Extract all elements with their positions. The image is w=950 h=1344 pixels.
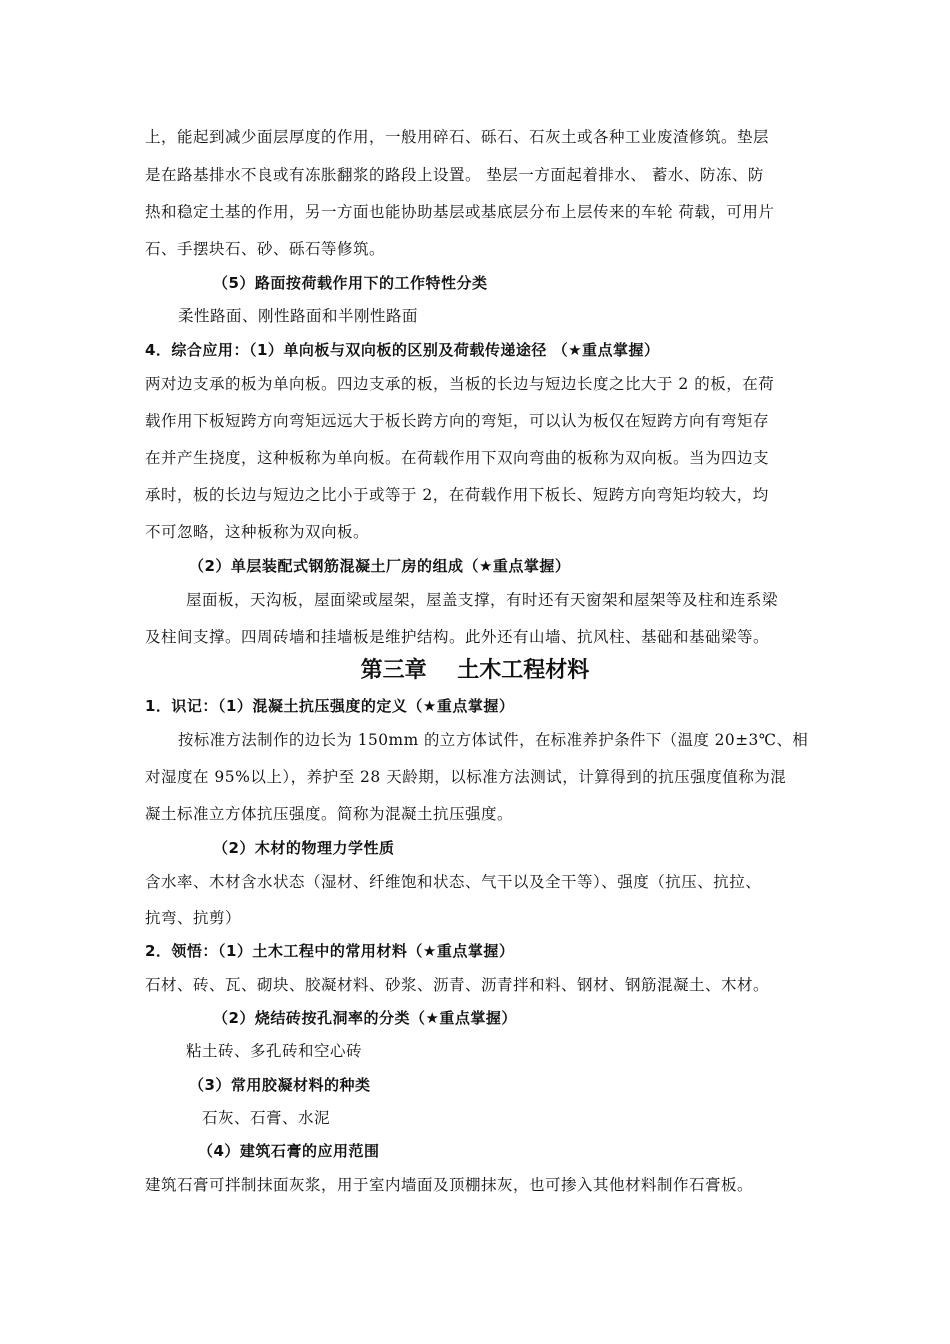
body-text-line: 载作用下板短跨方向弯矩远远大于板长跨方向的弯矩，可以认为板仅在短跨方向有弯矩存 [145,412,770,430]
subheading: （4）建筑石膏的应用范围 [198,1142,380,1160]
body-text-line: 不可忽略，这种板称为双向板。 [145,523,370,541]
body-text-line: 是在路基排水不良或有冻胀翻浆的路段上设置。 垫层一方面起着排水、 蓄水、防冻、防 [145,166,764,184]
section-heading: 1．识记：（1）混凝土抗压强度的定义（★重点掌握） [145,697,515,715]
body-text-line: 凝土标准立方体抗压强度。简称为混凝土抗压强度。 [145,805,514,823]
section-heading: 4．综合应用：（1）单向板与双向板的区别及荷载传递途径 （★重点掌握） [145,341,660,359]
body-text-line: 承时，板的长边与短边之比小于或等于 2，在荷载作用下板长、短跨方向弯矩均较大，均 [145,486,769,504]
body-text-line: 按标准方法制作的边长为 150mm 的立方体试件，在标准养护条件下（温度 20±3℃、相 [178,731,809,749]
body-text-line: 两对边支承的板为单向板。四边支承的板，当板的长边与短边长度之比大于 2 的板，在荷 [145,375,775,393]
subheading: （2）木材的物理力学性质 [213,839,395,857]
body-text-line: 粘土砖、多孔砖和空心砖 [186,1042,363,1060]
body-text-line: 建筑石膏可拌制抹面灰浆，用于室内墙面及顶棚抹灰，也可掺入其他材料制作石膏板。 [145,1176,754,1194]
subheading: （2）单层装配式钢筋混凝土厂房的组成（★重点掌握） [189,557,571,575]
body-text-line: 柔性路面、刚性路面和半刚性路面 [178,307,419,325]
body-text-line: 石材、砖、瓦、砌块、胶凝材料、砂浆、沥青、沥青拌和料、钢材、钢筋混凝土、木材。 [145,976,770,994]
body-text-line: 屋面板，天沟板，屋面梁或屋架，屋盖支撑，有时还有天窗架和屋架等及柱和连系梁 [186,591,779,609]
subheading: （3）常用胶凝材料的种类 [189,1076,371,1094]
body-text-line: 热和稳定土基的作用，另一方面也能协助基层或基底层分布上层传来的车轮 荷载，可用片 [145,203,775,221]
body-text-line: 对湿度在 95%以上），养护至 28 天龄期，以标准方法测试，计算得到的抗压强度值称为混 [145,768,787,786]
body-text-line: 上，能起到减少面层厚度的作用，一般用碎石、砾石、石灰土或各种工业废渣修筑。垫层 [145,128,770,146]
body-text-line: 石灰、石膏、水泥 [202,1109,331,1127]
body-text-line: 含水率、木材含水状态（湿材、纤维饱和状态、气干以及全干等）、强度（抗压、抗拉、 [145,873,762,891]
body-text-line: 在并产生挠度，这种板称为单向板。在荷载作用下双向弯曲的板称为双向板。当为四边支 [145,449,770,467]
section-heading: 2．领悟：（1）土木工程中的常用材料（★重点掌握） [145,942,515,960]
body-text-line: 及柱间支撑。四周砖墙和挂墙板是维护结构。此外还有山墙、抗风柱、基础和基础梁等。 [145,628,770,646]
subheading: （2）烧结砖按孔洞率的分类（★重点掌握） [213,1009,517,1027]
body-text-line: 抗弯、抗剪） [145,909,242,927]
subheading: （5）路面按荷载作用下的工作特性分类 [213,274,488,292]
chapter-title: 第三章 土木工程材料 [360,658,590,683]
body-text-line: 石、手摆块石、砂、砾石等修筑。 [145,240,386,258]
